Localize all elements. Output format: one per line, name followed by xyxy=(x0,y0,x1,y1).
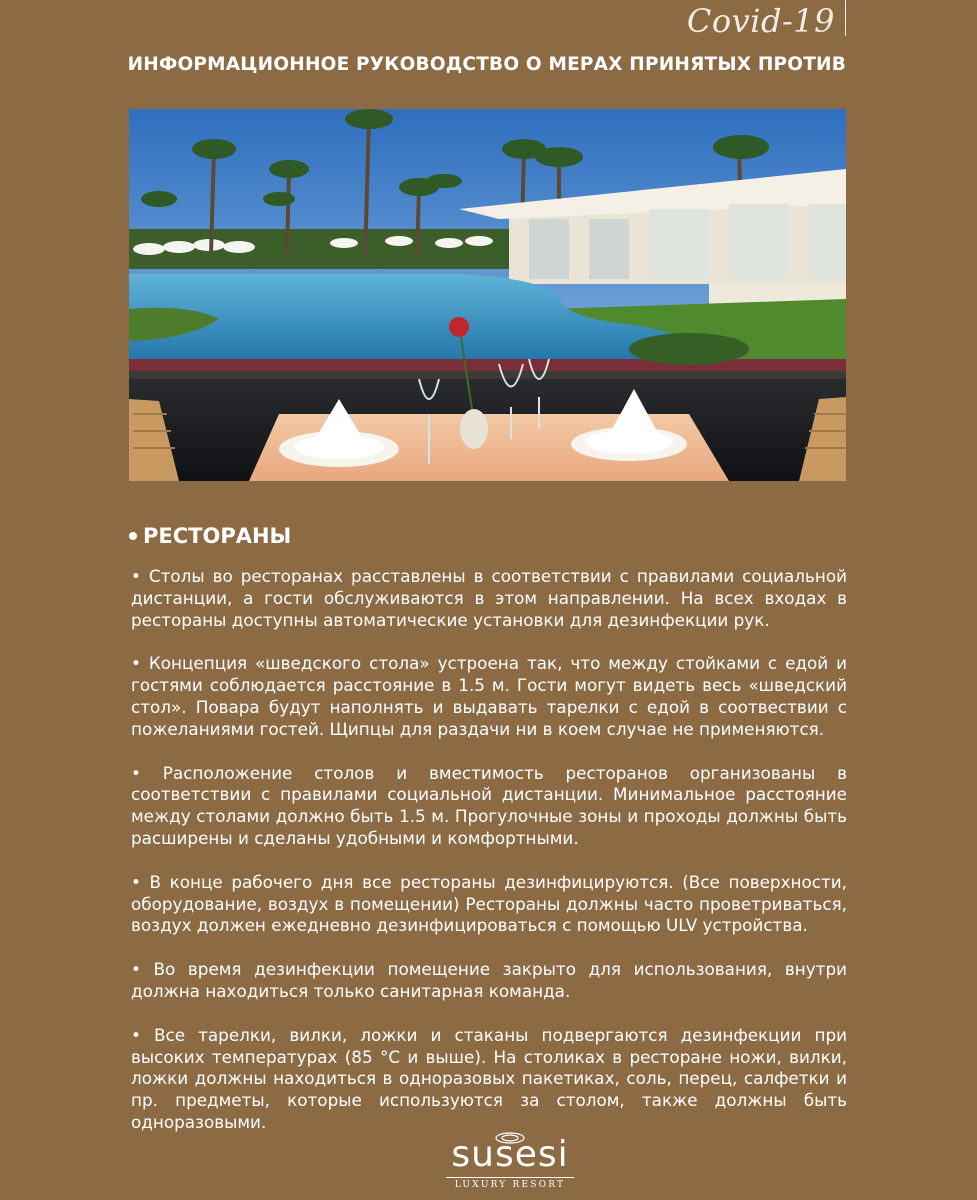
rule-paragraph: • Столы во ресторанах расставлены в соответствии с правилами социальной дистанции, а гости обслуживаются в этом направлении. На всех входах в рестораны доступны автоматические установки для дезинфекции рук. xyxy=(131,566,847,630)
header-divider xyxy=(845,0,846,36)
page-title: ИНФОРМАЦИОННОЕ РУКОВОДСТВО О МЕРАХ ПРИНЯТЫХ ПРОТИВ xyxy=(127,54,846,75)
logo-subtitle: LUXURY RESORT xyxy=(446,1177,574,1190)
logo-wordmark: susesi xyxy=(451,1134,569,1175)
section-heading-label: РЕСТОРАНЫ xyxy=(143,524,292,548)
rule-paragraph: • Во время дезинфекции помещение закрыто для использования, внутри должна находиться только санитарная команда. xyxy=(131,959,847,1001)
rule-paragraph: • Расположение столов и вместимость ресторанов организованы в соответствии с правилами социальной дистанции. Минимальное расстояние между столами должно быть 1.5 м. Прогулочные зоны и проходы должны быть расширены и сделаны удобными и комфортными. xyxy=(131,762,847,848)
rule-paragraph: • В конце рабочего дня все рестораны дезинфицируются. (Все поверхности, оборудование, воздух в помещении) Рестораны должны часто проветриваться, воздух должен ежедневно дезинфицироваться с помощью ULV устройства. xyxy=(131,871,847,936)
section-heading xyxy=(129,524,291,548)
bullet-dot-icon xyxy=(129,532,137,540)
restaurant-rules xyxy=(131,566,847,1156)
covid-tag: Covid-19 xyxy=(686,2,835,40)
rule-paragraph: • Концепция «шведского стола» устроена так, что между стойками с едой и гостями соблюдается расстояние в 1.5 м. Гости могут видеть весь «шведский стол». Повара будут наполнять и выдавать тарелки с едой в соотвествии с пожеланиями гостей. Щипцы для раздачи ни в коем случае не применяются. xyxy=(131,653,847,739)
rule-paragraph: • Все тарелки, вилки, ложки и стаканы подвергаются дезинфекции при высоких температурах (85 °C и выше). На столиках в ресторане ножи, вилки, ложки должны находиться в одноразовых пакетиках, соль, перец, салфетки и пр. предметы, которые используются за столом, также должны быть одноразовыми. xyxy=(131,1024,847,1132)
resort-restaurant-photo xyxy=(129,109,846,481)
susesi-logo xyxy=(446,1130,574,1194)
